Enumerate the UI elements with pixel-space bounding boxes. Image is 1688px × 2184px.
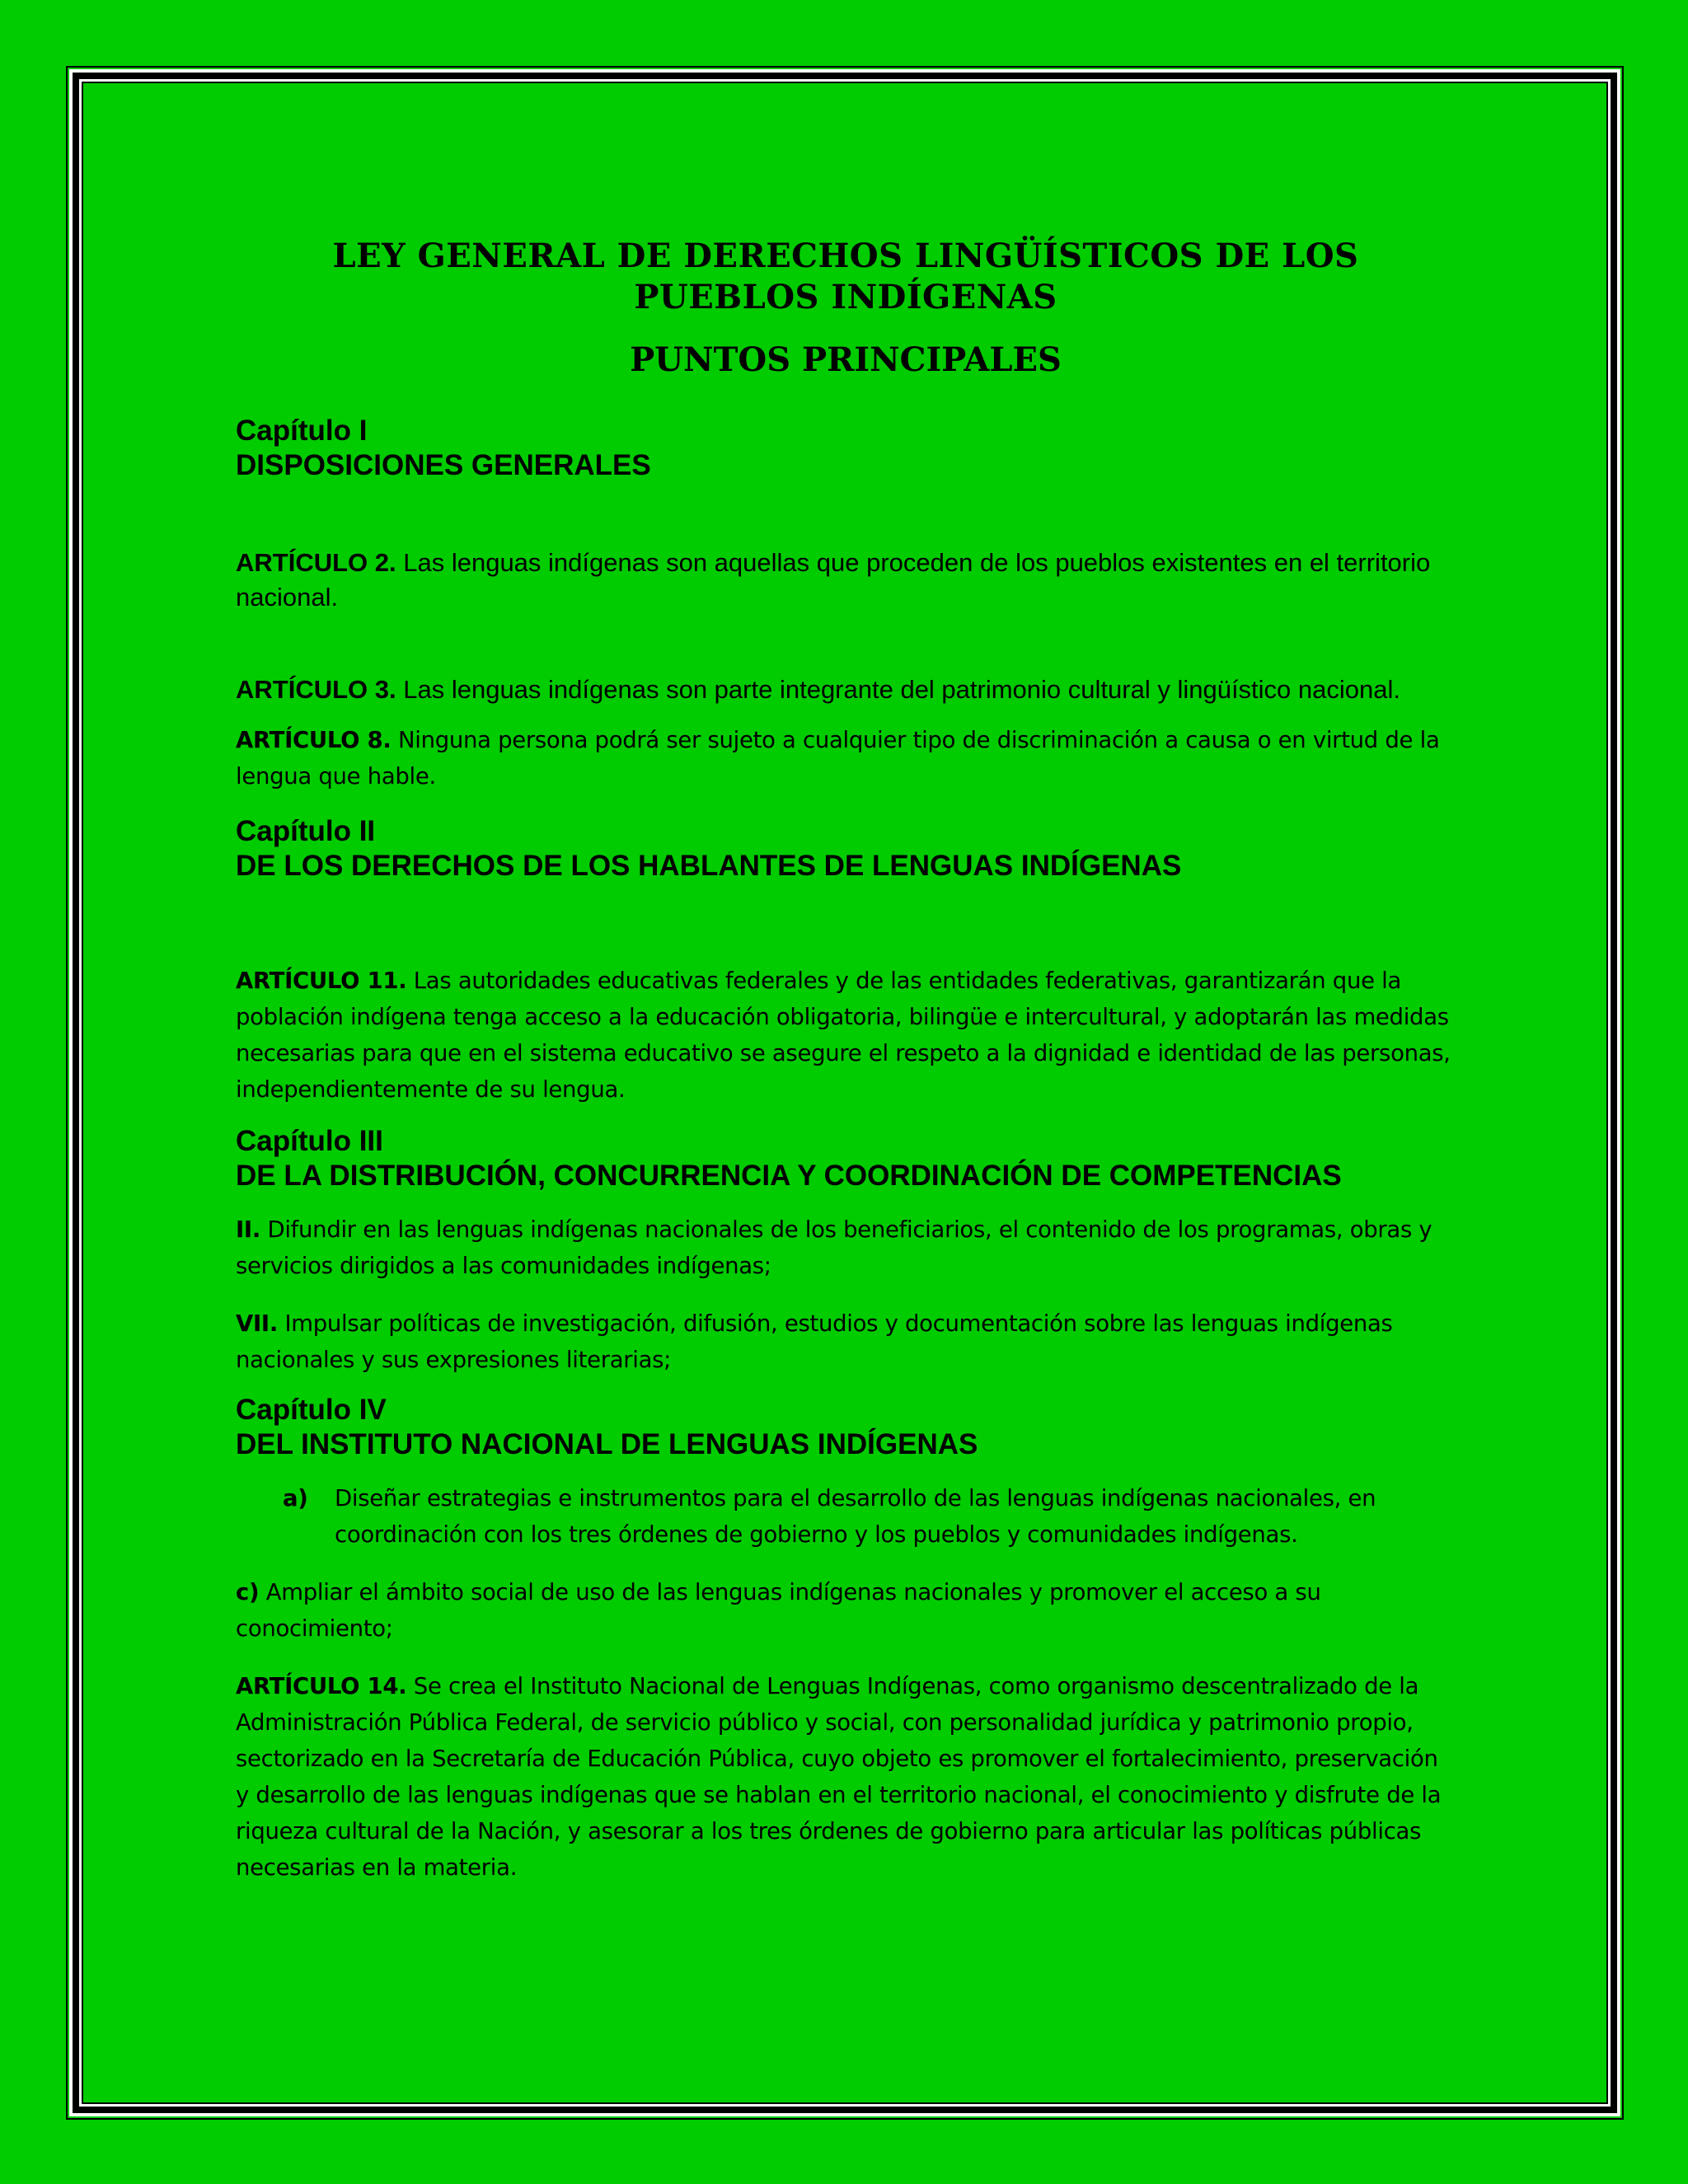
fraction-vii xyxy=(236,1305,1456,1378)
fraction-ii xyxy=(236,1212,1456,1284)
fraction-vii-label: VII. xyxy=(236,1310,278,1337)
document-body xyxy=(236,236,1456,1886)
list-item-a-marker: a) xyxy=(283,1485,308,1511)
article-3-text: Las lenguas indígenas son parte integrante del patrimonio cultural y lingüístico nacional. xyxy=(396,675,1400,704)
list-item-c xyxy=(236,1574,1456,1647)
list-item-c-label: c) xyxy=(236,1579,260,1605)
article-11-label: ARTÍCULO 11. xyxy=(236,968,407,994)
chapter-2-number: Capítulo II xyxy=(236,815,376,847)
article-2-label: ARTÍCULO 2. xyxy=(236,548,396,577)
fraction-vii-text: Impulsar políticas de investigación, difusión, estudios y documentación sobre las lenguas indígenas nacionales y sus expresiones literarias; xyxy=(236,1310,1393,1373)
article-11-text: Las autoridades educativas federales y de las entidades federativas, garantizarán que la población indígena tenga acceso a la educación obligatoria, bilingüe e intercultural, y adoptarán las medidas necesarias para que en el sistema educativo se asegure el respeto a la dignidad e identidad de las personas, independientemente de su lengua. xyxy=(236,968,1451,1103)
article-14-label: ARTÍCULO 14. xyxy=(236,1673,407,1699)
chapter-1-number: Capítulo I xyxy=(236,415,368,447)
article-11 xyxy=(236,963,1456,1108)
article-14-text: Se crea el Instituto Nacional de Lenguas Indígenas, como organismo descentralizado de la Administración Pública Federal, de servicio público y social, con personalidad jurídica y patrimonio propio, sectorizado en la Secretaría de Educación Pública, cuyo objeto es promover el fortalecimiento, preservación y desarrollo de las lenguas indígenas que se hablan en el territorio nacional, el conocimiento y disfrute de la riqueza cultural de la Nación, y asesorar a los tres órdenes de gobierno para articular las políticas públicas necesarias en la materia. xyxy=(236,1673,1442,1881)
list-item-c-text: Ampliar el ámbito social de uso de las lenguas indígenas nacionales y promover el acceso a su conocimiento; xyxy=(236,1579,1321,1642)
chapter-3-name: DE LA DISTRIBUCIÓN, CONCURRENCIA Y COORDINACIÓN DE COMPETENCIAS xyxy=(236,1160,1342,1192)
chapter-2-name: DE LOS DERECHOS DE LOS HABLANTES DE LENGUAS INDÍGENAS xyxy=(236,850,1182,882)
chapter-4-number: Capítulo IV xyxy=(236,1394,387,1426)
chapter-3-number: Capítulo III xyxy=(236,1125,383,1157)
chapter-4-heading xyxy=(236,1393,1456,1462)
chapter-1-heading xyxy=(236,414,1456,483)
list-item-a-text: Diseñar estrategias e instrumentos para el desarrollo de las lenguas indígenas nacionales, en coordinación con los tres órdenes de gobierno y los pueblos y comunidades indígenas. xyxy=(335,1485,1376,1548)
article-14 xyxy=(236,1668,1456,1886)
article-8-label: ARTÍCULO 8. xyxy=(236,727,392,753)
list-item-a xyxy=(236,1480,1456,1553)
fraction-ii-label: II. xyxy=(236,1216,261,1243)
article-8-text: Ninguna persona podrá ser sujeto a cualquier tipo de discriminación a causa o en virtud de la lengua que hable. xyxy=(236,727,1440,790)
article-8 xyxy=(236,722,1456,794)
chapter-3-heading xyxy=(236,1124,1456,1193)
document-subtitle: PUNTOS PRINCIPALES xyxy=(630,340,1062,379)
article-2 xyxy=(236,546,1456,615)
fraction-ii-text: Difundir en las lenguas indígenas nacionales de los beneficiarios, el contenido de los programas, obras y servicios dirigidos a las comunidades indígenas; xyxy=(236,1216,1432,1279)
chapter-1-name: DISPOSICIONES GENERALES xyxy=(236,449,651,481)
chapter-2-heading xyxy=(236,814,1456,883)
article-3-label: ARTÍCULO 3. xyxy=(236,675,396,704)
article-3 xyxy=(236,673,1456,707)
article-2-text: Las lenguas indígenas son aquellas que proceden de los pueblos existentes en el territorio nacional. xyxy=(236,548,1431,612)
chapter-4-name: DEL INSTITUTO NACIONAL DE LENGUAS INDÍGENAS xyxy=(236,1428,978,1460)
document-title: LEY GENERAL DE DERECHOS LINGÜÍSTICOS DE LOS PUEBLOS INDÍGENAS xyxy=(332,237,1359,316)
